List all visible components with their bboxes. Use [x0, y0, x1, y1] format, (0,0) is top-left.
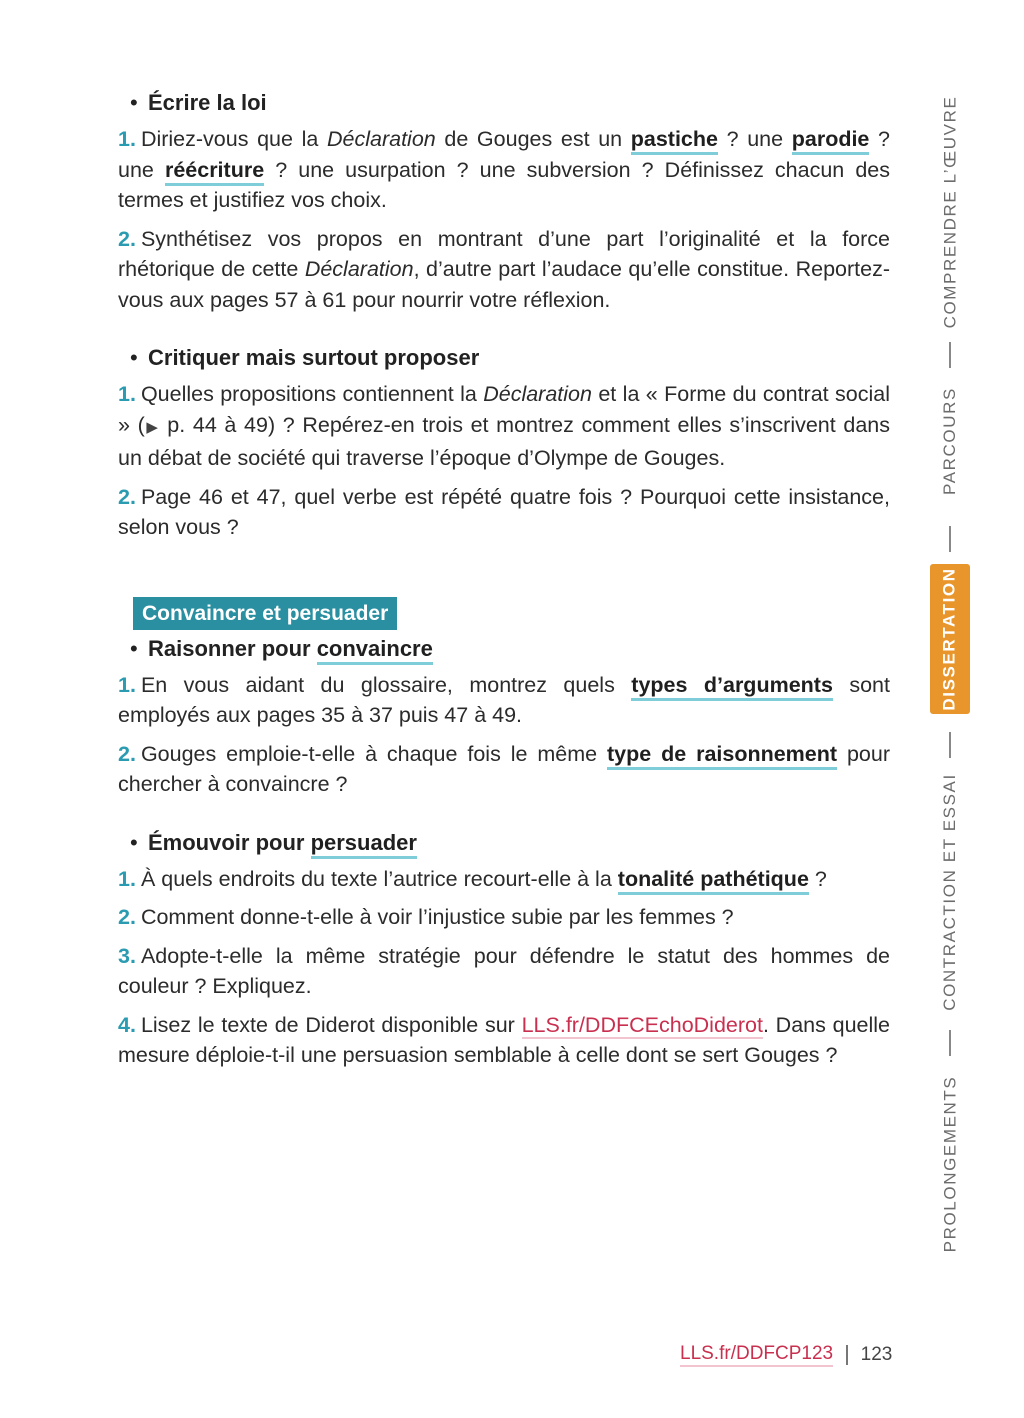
question-4: 4. Lisez le texte de Diderot disponible sur LLS.fr/DDFCEchoDiderot. Dans quelle mesure déploie-t-il une persuasion semblable à celle dont se sert Gouges ? [118, 1012, 891, 1067]
question-1: 1. Diriez-vous que la Déclaration de Gouges est un pastiche ? une parodie ? une réécriture ? une usurpation ? une subversion ? Définissez chacun des termes et justifiez vos choix. [118, 127, 890, 212]
footer-link[interactable]: LLS.fr/DDFCP123 [680, 1343, 833, 1367]
glossary-term-reecriture[interactable]: réécriture [165, 158, 264, 186]
tab-dissertation[interactable]: DISSERTATION [930, 564, 970, 714]
glossary-term-tonalite-pathetique[interactable]: tonalité pathétique [618, 867, 809, 895]
question-2: 2. Gouges emploie-t-elle à chaque fois le même type de raisonnement pour chercher à convaincre ? [118, 741, 890, 796]
question-2: 2. Comment donne-t-elle à voir l’injustice subie par les femmes ? [118, 905, 734, 929]
main-content [118, 86, 890, 1079]
page-number: 123 [860, 1344, 893, 1365]
question-1: 1. En vous aidant du glossaire, montrez quels types d’arguments sont employés aux pages 35 à 37 puis 47 à 49. [118, 672, 890, 727]
tab-parcours[interactable]: PARCOURS [940, 387, 960, 495]
section-title-badge: Convaincre et persuader [133, 597, 397, 630]
tab-separator [949, 732, 951, 758]
glossary-term-type-raisonnement[interactable]: type de raisonnement [607, 742, 837, 770]
diderot-link[interactable]: LLS.fr/DDFCEchoDiderot [521, 1012, 763, 1037]
glossary-term-convaincre[interactable]: convaincre [317, 636, 433, 665]
question-1: 1. Quelles propositions contiennent la Déclaration et la « Forme du contrat social » (▶ p. 44 à 49) ? Repérez-en trois et montrez comment elles s’inscrivent dans un débat de société qui traverse l’époque d’Olympe de Gouges. [118, 382, 890, 470]
chapter-sidebar [930, 86, 970, 1256]
subheading-raisonner: • Raisonner pour convaincre [130, 632, 890, 666]
question-2: 2. Synthétisez vos propos en montrant d’une part l’originalité et la force rhétorique de cette Déclaration, d’autre part l’audace qu’elle constitue. Reportez-vous aux pages 57 à 61 pour nourrir votre réflexion. [118, 226, 890, 312]
subheading-emouvoir: • Émouvoir pour persuader [130, 826, 890, 860]
tab-separator [949, 342, 951, 368]
question-2: 2. Page 46 et 47, quel verbe est répété quatre fois ? Pourquoi cette insistance, selon vous ? [118, 484, 890, 539]
subheading-ecrire-la-loi: • Écrire la loi [130, 86, 890, 120]
question-1: 1. À quels endroits du texte l’autrice recourt-elle à la tonalité pathétique ? [118, 864, 890, 895]
tab-separator [949, 1030, 951, 1056]
page-footer [680, 1340, 892, 1370]
glossary-term-types-arguments[interactable]: types d’arguments [631, 673, 833, 701]
tab-comprendre-oeuvre[interactable]: COMPRENDRE L’ŒUVRE [940, 95, 959, 329]
glossary-term-persuader[interactable]: persuader [311, 830, 417, 859]
glossary-term-parodie[interactable]: parodie [792, 127, 870, 155]
tab-contraction-essai[interactable]: CONTRACTION ET ESSAI [940, 773, 960, 1011]
bullet-icon: • [130, 90, 138, 115]
glossary-term-pastiche[interactable]: pastiche [631, 127, 718, 155]
footer-divider [846, 1345, 848, 1365]
bullet-icon: • [130, 635, 138, 661]
bullet-icon: • [130, 345, 138, 370]
subheading-critiquer: • Critiquer mais surtout proposer [130, 341, 890, 375]
tab-separator [949, 526, 951, 552]
play-arrow-icon: ▶ [144, 418, 160, 436]
bullet-icon: • [130, 829, 138, 855]
question-3: 3. Adopte-t-elle la même stratégie pour défendre le statut des hommes de couleur ? Expliquez. [118, 943, 890, 998]
tab-prolongements[interactable]: PROLONGEMENTS [940, 1075, 959, 1253]
